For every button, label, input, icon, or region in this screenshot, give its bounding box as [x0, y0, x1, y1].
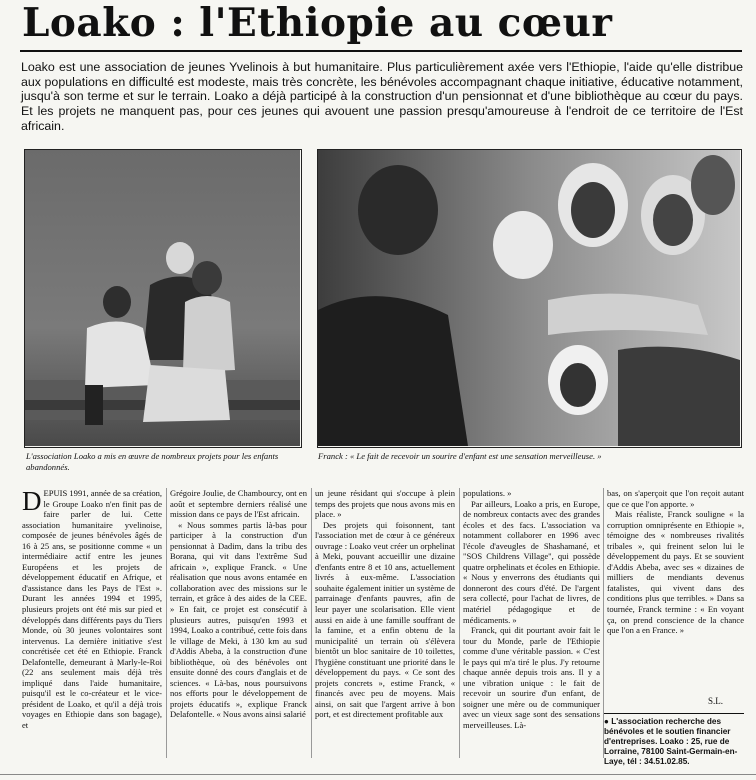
column-divider	[166, 488, 167, 758]
photo-left-frame	[24, 149, 302, 448]
article-column-4	[463, 488, 600, 756]
author-signature: S.L.	[708, 696, 724, 706]
column-5-paragraph-1: bas, on s'aperçoit que l'on reçoit autant que ce que l'on apporte. »	[607, 488, 744, 509]
column-divider	[311, 488, 312, 758]
article-headline: Loako : l'Ethiopie au cœur	[22, 0, 613, 46]
page-bottom-rule	[0, 774, 756, 775]
article-column-5	[607, 488, 744, 693]
photo-right-caption: Franck : « Le fait de recevoir un sourire d'enfant est une sensation merveilleuse. »	[318, 451, 602, 461]
article-column-2	[170, 488, 307, 756]
article-column-1	[22, 488, 162, 756]
article-column-3	[315, 488, 455, 756]
column-3-paragraph-1: un jeune résidant qui s'occupe à plein temps des projets que nous avons mis en place. »	[315, 488, 455, 520]
column-4-paragraph-2: Par ailleurs, Loako a pris, en Europe, de nombreux contacts avec des grandes écoles et des facs. L'association va notamment collaborer en 1996 avec l'école d'aveugles de Shashamané, et "SOS Childrens Village", qui possède quatre orphelinats et écoles en Ethiopie. « Nous y enverrons des étudiants qui donneront des cours d'été. De l'argent sera collecté, pour l'achat de livres, de matériel pédagogique et de médicaments. »	[463, 498, 600, 625]
column-2-paragraph-2: « Nous sommes partis là-bas pour participer à la construction d'un pensionnat à Dadim, dans la tribu des Borana, qui vit dans l'extrême Sud africain », explique Franck. « Une réalisation que nous avons entamée en collaboration avec des missions sur le terrain, et grâce à des aides de la CEE. » En fait, ce projet est consécutif à plusieurs autres, puisqu'en 1993 et 1994, Loako a contribué, cette fois dans le village de Meki, à 130 km au sud d'Addis Abeba, à la construction d'une bibliothèque, où des bénévoles ont ensuite donné des cours d'anglais et de sciences. « Là-bas, nous poursuivons nos efforts pour le développement de projets éducatifs », explique Franck Delafontelle. « Nous avons ainsi salarié	[170, 519, 307, 720]
column-1-text: EPUIS 1991, année de sa création, le Groupe Loako n'en finit pas de faire parler de lui. Cette association humanitaire yvelinoise, composée de jeunes bénévoles âgés de 16 à 25 ans, se positionne comme « un intermédiaire actif entre les jeunes Européens et les projets de développement éducatif en Afrique, et d'assistance dans les Pays de l'Est ». Durant les années 1994 et 1995, plusieurs projets ont été mis sur pied et développés dans différents pays du Tiers Monde, où 30 jeunes volontaires sont intervenus. La dernière initiative s'est concrétisée cet été en Ethiopie. Franck Delafontelle, demeurant à Marly-le-Roi (22 ans seulement mais déjà très impliqué dans l'aide humanitaire, puisqu'il est le co-créateur et le vice-président de Loako, et qu'il a déjà trois voyages en Ethiopie dans son bagage), et	[22, 488, 162, 731]
contact-info-box: ● L'association recherche des bénévoles et le soutien financier d'entreprises. Loako : 25, rue de Lorraine, 78100 Saint-Germain-en-Laye, tél : 34.51.02.85.	[604, 713, 744, 775]
column-4-paragraph-3: Franck, qui dit pourtant avoir fait le tour du Monde, parle de l'Ethiopie comme d'une véritable passion. « C'est le pays qui m'a tiré le plus. J'y retourne chaque année depuis trois ans. Il y a une vibration unique : le fait de recevoir un sourire d'un enfant, de soigner une mère ou de communiquer avec un vieux sage sont des sensations merveilleuses. Là-	[463, 625, 600, 731]
column-3-paragraph-2: Des projets qui foisonnent, tant l'association met de cœur à ce généreux ouvrage : Loako veut créer un orphelinat à Meki, pouvant accueillir une dizaine d'enfants entre 8 et 10 ans, actuellement livrés à eux-même. L'association souhaite également initier un système de parrainage d'enfants pauvres, afin de leur payer une scolarisation. Elle vient aussi en aide à une famille souffrant de la famine, et a enfin obtenu de la municipalité un terrain où s'élèvera bientôt un bloc sanitaire de 10 toilettes, l'hygiène constituant une priorité dans le développement du pays. « Ce sont des projets concrets », estime Franck, « financés avec peu de moyens. Mais ainsi, on sait que l'argent arrive à bon port, et est directement profitable aux	[315, 519, 455, 720]
column-4-paragraph-1: populations. »	[463, 488, 512, 498]
column-2-paragraph-1: Grégoire Joulie, de Chambourcy, ont en août et septembre derniers réalisé une mission dans ce pays de l'Est africain.	[170, 488, 307, 520]
headline-rule	[20, 50, 742, 52]
article-intro: Loako est une association de jeunes Yvelinois à but humanitaire. Plus particulièrement axée vers l'Ethiopie, l'aide qu'elle distribue aux populations en difficulté est modeste, mais très concrète, les bénévoles accompagnant chaque initiative, éducative notamment, jusqu'à son terme et sur le terrain. Loako a déjà participé à la construction d'un pensionnat et d'une bibliothèque au cœur du pays. Et les projets ne manquent pas, pour ces jeunes qui avouent une passion presqu'amoureuse à l'endroit de ce territoire de l'Est africain.	[21, 60, 743, 133]
column-5-paragraph-2: Mais réaliste, Franck souligne « la corruption omniprésente en Ethiopie », témoigne des « nombreuses rivalités tribales », qui freinent selon lui le développement du pays. Et se souvient d'Addis Abeba, avec ses « dizaines de milliers de mendiants devenus fatalistes, qui vivent dans des conditions plus que terribles. » Dans sa tournée, Franck termine : « En voyant ça, on prend conscience de la chance que l'on a en France. »	[607, 509, 744, 636]
column-divider	[459, 488, 460, 758]
photo-left-caption: L'association Loako a mis en œuvre de nombreux projets pour les enfants abandonnés.	[26, 451, 279, 472]
drop-cap: D	[22, 488, 42, 516]
photo-right-frame	[317, 149, 742, 448]
column-1-paragraph-1	[22, 488, 162, 731]
